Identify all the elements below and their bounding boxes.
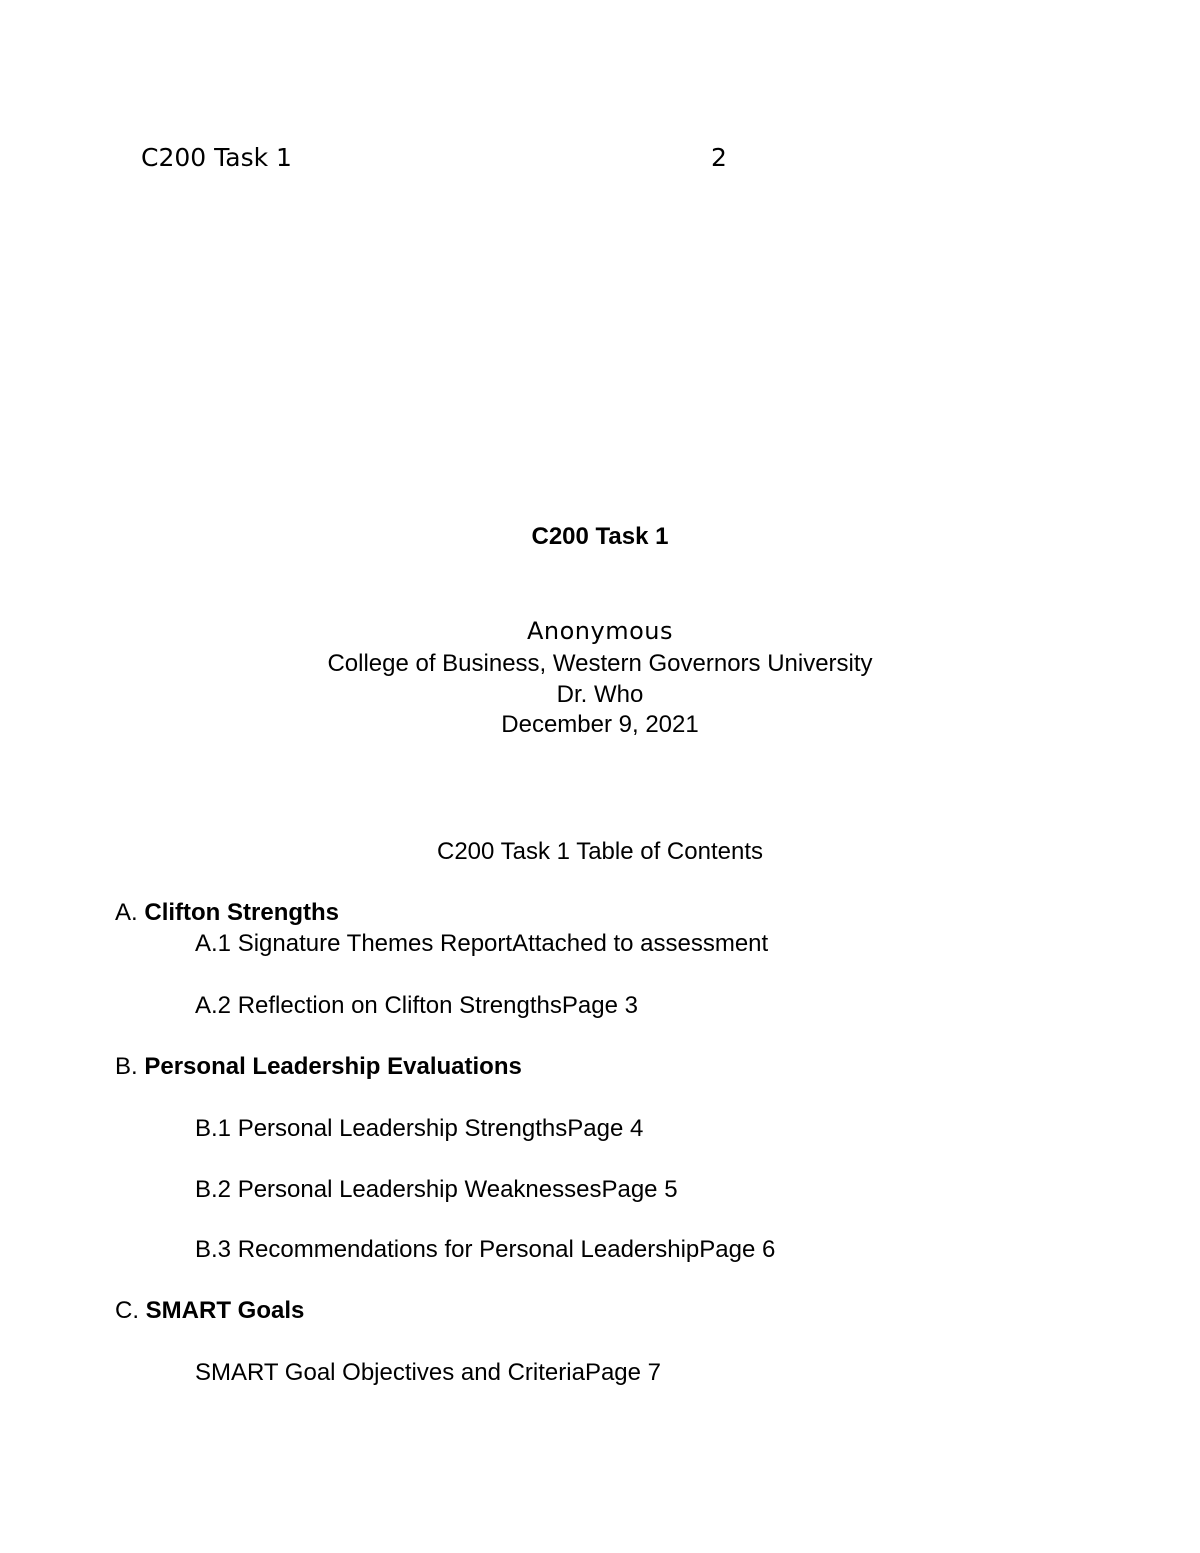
toc-entry-b1 [195,1113,643,1144]
toc-section-title: SMART Goals [145,1297,305,1324]
toc-section-title: Clifton Strengths [144,899,340,926]
toc-entry-b3 [195,1234,775,1265]
page-number: 2 [711,143,727,172]
toc-section-letter: B. [115,1053,138,1080]
toc-title: C200 Task 1 Table of Contents [437,838,763,865]
toc-entry-a2 [195,990,638,1021]
toc-entry-label: B.3 Recommendations for Personal Leadership [195,1236,700,1263]
toc-entry-page: Page 7 [584,1359,662,1386]
running-head: C200 Task 1 [141,143,292,172]
toc-section-letter: C. [115,1297,139,1324]
document-date: December 9, 2021 [501,711,699,738]
toc-section-b [115,1051,522,1082]
toc-entry-a1 [195,928,768,959]
toc-entry-page: Attached to assessment [512,930,769,957]
instructor-name: Dr. Who [556,681,644,708]
toc-entry-page: Page 4 [567,1115,644,1142]
toc-entry-label: B.1 Personal Leadership Strengths [195,1115,568,1142]
toc-section-title: Personal Leadership Evaluations [144,1053,522,1080]
toc-entry-label: B.2 Personal Leadership Weaknesses [195,1176,602,1203]
toc-entry-b2 [195,1174,678,1205]
toc-section-a [115,897,339,928]
toc-entry-page: Page 3 [561,992,638,1019]
affiliation: College of Business, Western Governors University [327,650,873,677]
toc-section-letter: A. [115,899,138,926]
document-title: C200 Task 1 [531,523,669,550]
author-name: Anonymous [526,617,673,645]
toc-entry-c1 [195,1357,661,1388]
toc-entry-label: SMART Goal Objectives and Criteria [195,1359,585,1386]
toc-entry-label: A.1 Signature Themes Report [195,930,513,957]
toc-entry-label: A.2 Reflection on Clifton Strengths [195,992,562,1019]
toc-entry-page: Page 6 [699,1236,776,1263]
toc-section-c [115,1295,304,1326]
toc-entry-page: Page 5 [601,1176,678,1203]
